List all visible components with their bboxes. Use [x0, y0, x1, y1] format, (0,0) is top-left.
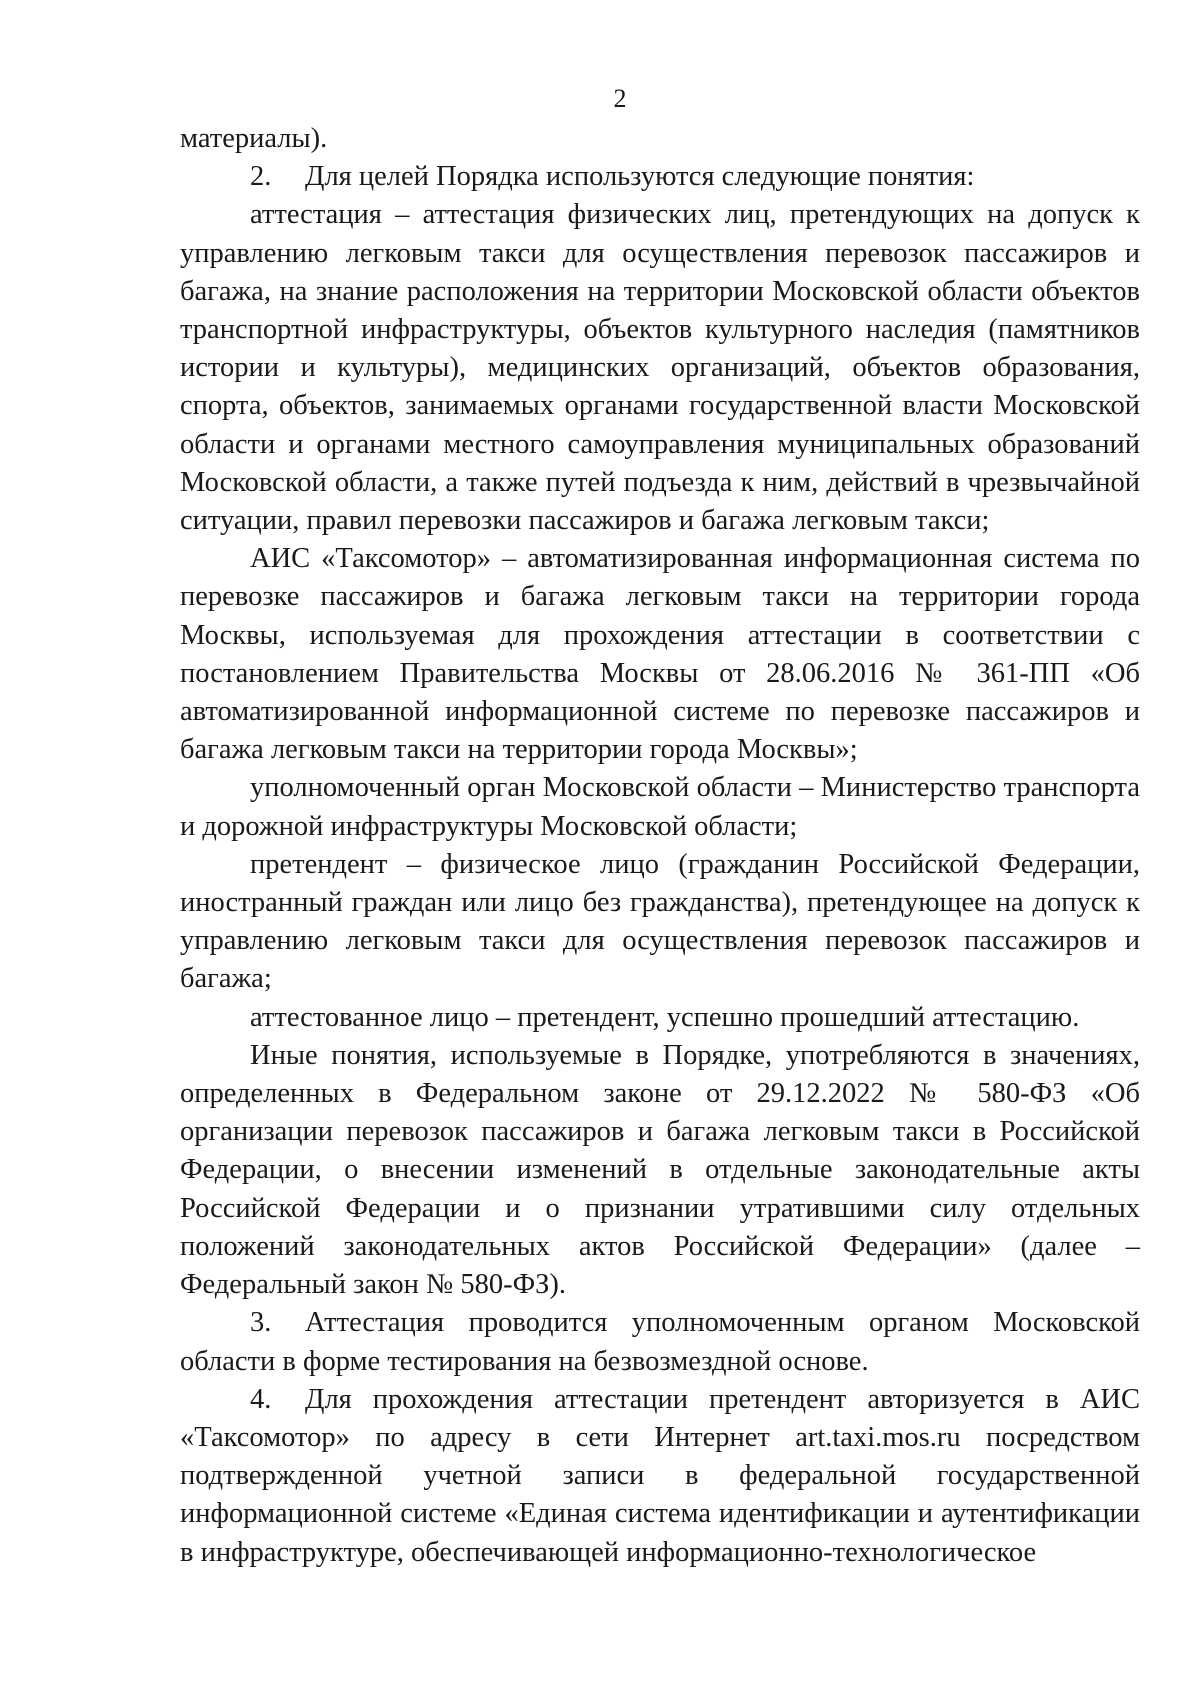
paragraph-item-4 [180, 1381, 1140, 1572]
paragraph-text: Для целей Порядка используются следующие понятия: [305, 161, 975, 193]
paragraph-text: Для прохождения аттестации претендент авторизуется в АИС «Таксомотор» по адресу в сети Интернет art.taxi.mos.ru посредством подтвержденной учетной записи в федеральной государственной информационной системе «Единая система идентификации и аутентификации в инфраструктуре, обеспечивающей информационно-технологическое [180, 1383, 1140, 1568]
paragraph-item-3 [180, 1304, 1140, 1380]
definition-applicant: претендент – физическое лицо (гражданин Российской Федерации, иностранный граждан или лицо без гражданства), претендующее на допуск к управлению легковым такси для осуществления перевозок пассажиров и багажа; [180, 848, 1140, 995]
paragraph-item-2 [180, 158, 1140, 196]
page-number: 2 [613, 84, 627, 113]
paragraph-other-terms: Иные понятия, используемые в Порядке, употребляются в значениях, определенных в Федеральном законе от 29.12.2022 № 580-ФЗ «Об организации перевозок пассажиров и багажа легковым такси в Российской Федерации, о внесении изменений в отдельные законодательные акты Российской Федерации и о признании утратившими силу отдельных положений законодательных актов Российской Федерации» (далее – Федеральный закон № 580-ФЗ). [180, 1039, 1140, 1301]
paragraph-continuation: материалы). [180, 123, 328, 154]
item-number: 3. [250, 1307, 272, 1339]
paragraph-text: Аттестация проводится уполномоченным органом Московской области в форме тестирования на безвозмездной основе. [180, 1307, 1140, 1377]
definition-ais-taxomotor: АИС «Таксомотор» – автоматизированная информационная система по перевозке пассажиров и багажа легковым такси на территории города Москвы, используемая для прохождения аттестации в соответствии с постановлением Правительства Москвы от 28.06.2016 № 361-ПП «Об автоматизированной информационной системе по перевозке пассажиров и багажа легковым такси на территории города Москвы»; [180, 543, 1140, 766]
document-body [180, 120, 1140, 1572]
item-number: 4. [250, 1383, 272, 1415]
item-number: 2. [250, 161, 272, 193]
definition-authorized-body: уполномоченный орган Московской области – Министерство транспорта и дорожной инфраструктуры Московской области; [180, 772, 1140, 842]
definition-attestation: аттестация – аттестация физических лиц, претендующих на допуск к управлению легковым такси для осуществления перевозок пассажиров и багажа, на знание расположения на территории Московской области объектов транспортной инфраструктуры, объектов культурного наследия (памятников истории и культуры), медицинских организаций, объектов образования, спорта, объектов, занимаемых органами государственной власти Московской области и органами местного самоуправления муниципальных образований Московской области, а также путей подъезда к ним, действий в чрезвычайной ситуации, правил перевозки пассажиров и багажа легковым такси; [180, 199, 1140, 537]
definition-attested-person: аттестованное лицо – претендент, успешно прошедший аттестацию. [250, 1001, 1080, 1033]
